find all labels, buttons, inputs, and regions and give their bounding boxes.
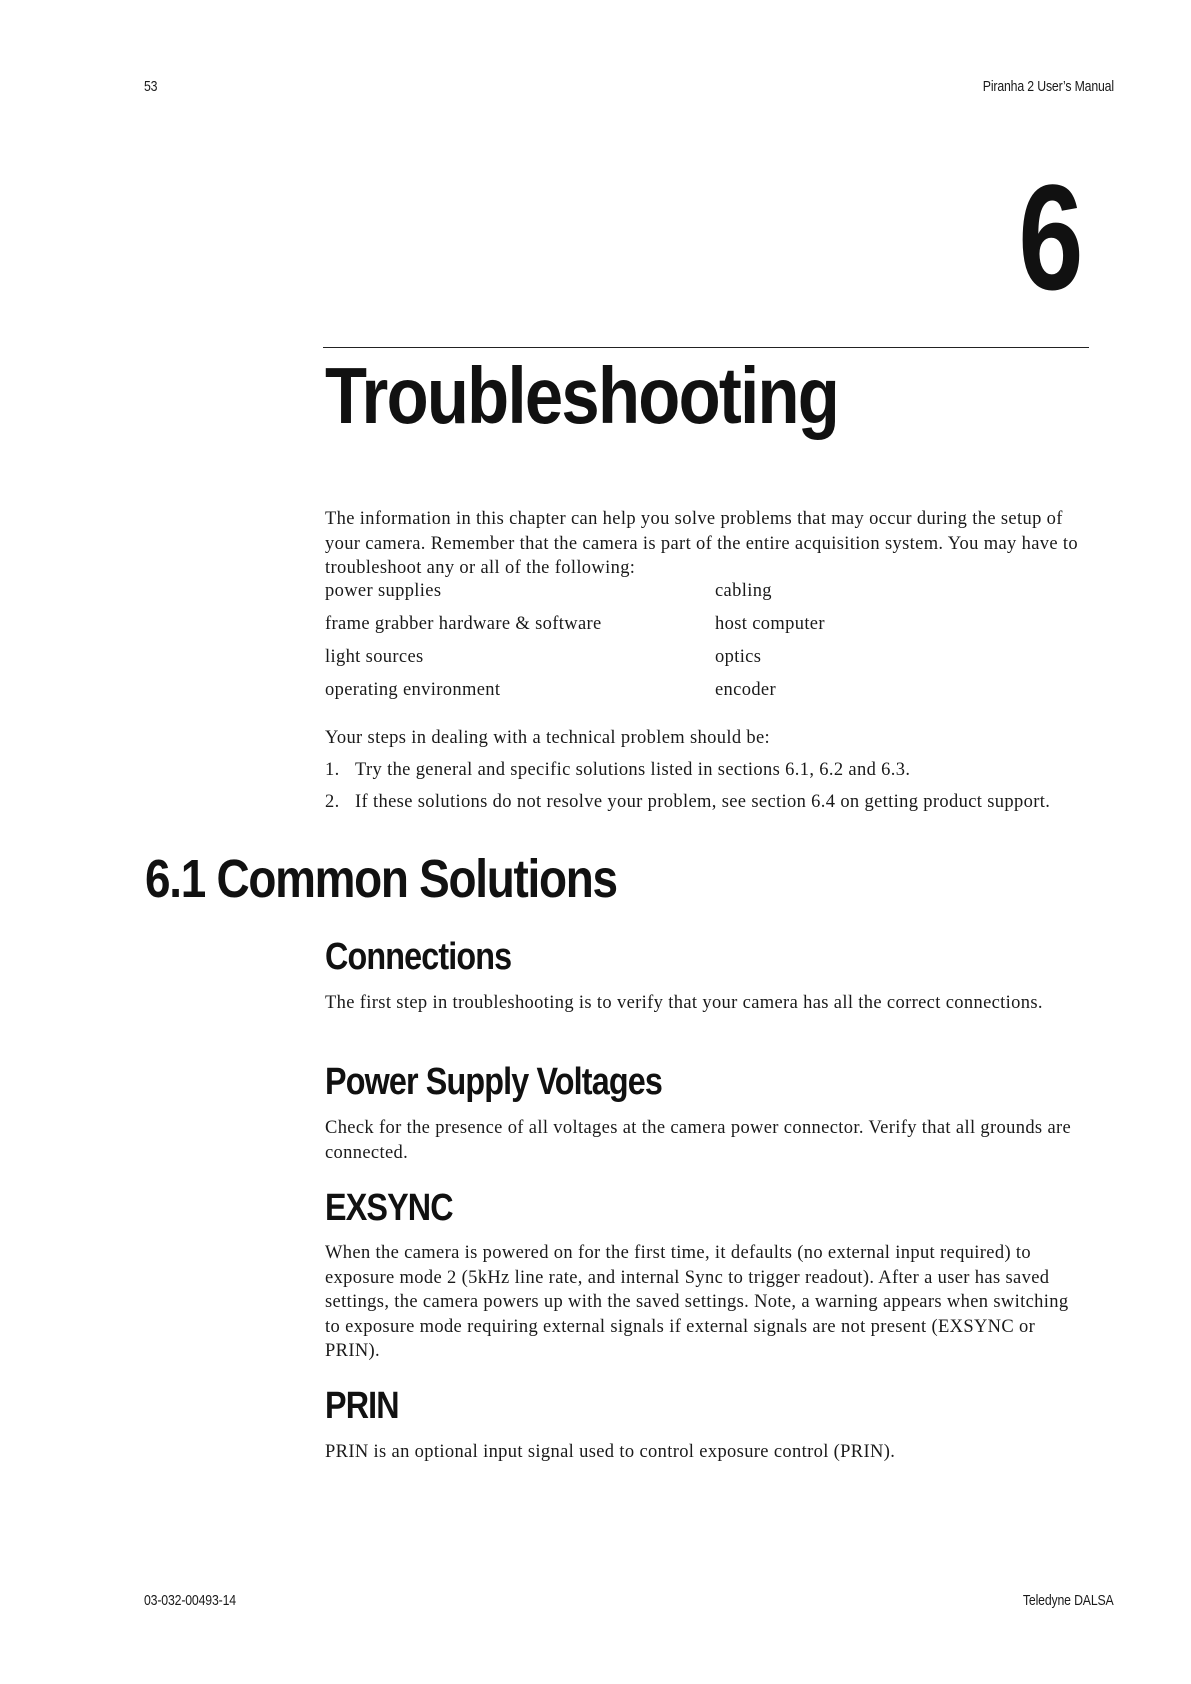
subsection-text: The first step in troubleshooting is to verify that your camera has all the correct connections. xyxy=(325,993,1043,1013)
checklist-item: power supplies xyxy=(325,581,442,601)
subsection-text: When the camera is powered on for the first time, it defaults (no external input required) to exposure mode 2 (5kHz line rate, and internal Sync to trigger readout). After a user has saved settings, the camera powers up with the saved settings. Note, a warning appears when switching to exposure mode requiring external signals if external signals are not present (EXSYNC or PRIN). xyxy=(325,1243,1069,1361)
checklist-item: optics xyxy=(715,647,762,667)
subsection-heading: PRIN xyxy=(325,1385,399,1427)
company-name: Teledyne DALSA xyxy=(1023,1592,1114,1609)
step-text: If these solutions do not resolve your problem, see section 6.4 on getting product support. xyxy=(355,792,1051,812)
chapter-divider xyxy=(323,347,1089,348)
chapter-title: Troubleshooting xyxy=(325,351,839,440)
step-number: 2. xyxy=(325,792,340,812)
subsection-heading: Power Supply Voltages xyxy=(325,1061,662,1103)
chapter-number: 6 xyxy=(1017,153,1083,321)
subsection-text: PRIN is an optional input signal used to control exposure control (PRIN). xyxy=(325,1442,896,1462)
section-heading: 6.1 Common Solutions xyxy=(145,849,617,909)
steps-intro: Your steps in dealing with a technical problem should be: xyxy=(325,728,771,748)
checklist-item: host computer xyxy=(715,614,825,634)
subsection-text: Check for the presence of all voltages at the camera power connector. Verify that all grounds are connected. xyxy=(325,1118,1072,1163)
step-number: 1. xyxy=(325,760,340,780)
subsection-heading: EXSYNC xyxy=(325,1187,453,1229)
manual-title: Piranha 2 User’s Manual xyxy=(982,78,1114,95)
checklist-item: encoder xyxy=(715,680,776,700)
subsection-heading: Connections xyxy=(325,936,512,978)
document-number: 03-032-00493-14 xyxy=(144,1592,236,1609)
checklist-item: operating environment xyxy=(325,680,501,700)
step-text: Try the general and specific solutions listed in sections 6.1, 6.2 and 6.3. xyxy=(355,760,911,780)
intro-paragraph: The information in this chapter can help you solve problems that may occur during the setup of your camera. Remember that the camera is part of the entire acquisition system. You may have to troubleshoot any or all of the following: xyxy=(325,509,1078,578)
page-number: 53 xyxy=(144,78,158,95)
checklist-item: cabling xyxy=(715,581,772,601)
checklist-item: frame grabber hardware & software xyxy=(325,614,602,634)
checklist-item: light sources xyxy=(325,647,424,667)
